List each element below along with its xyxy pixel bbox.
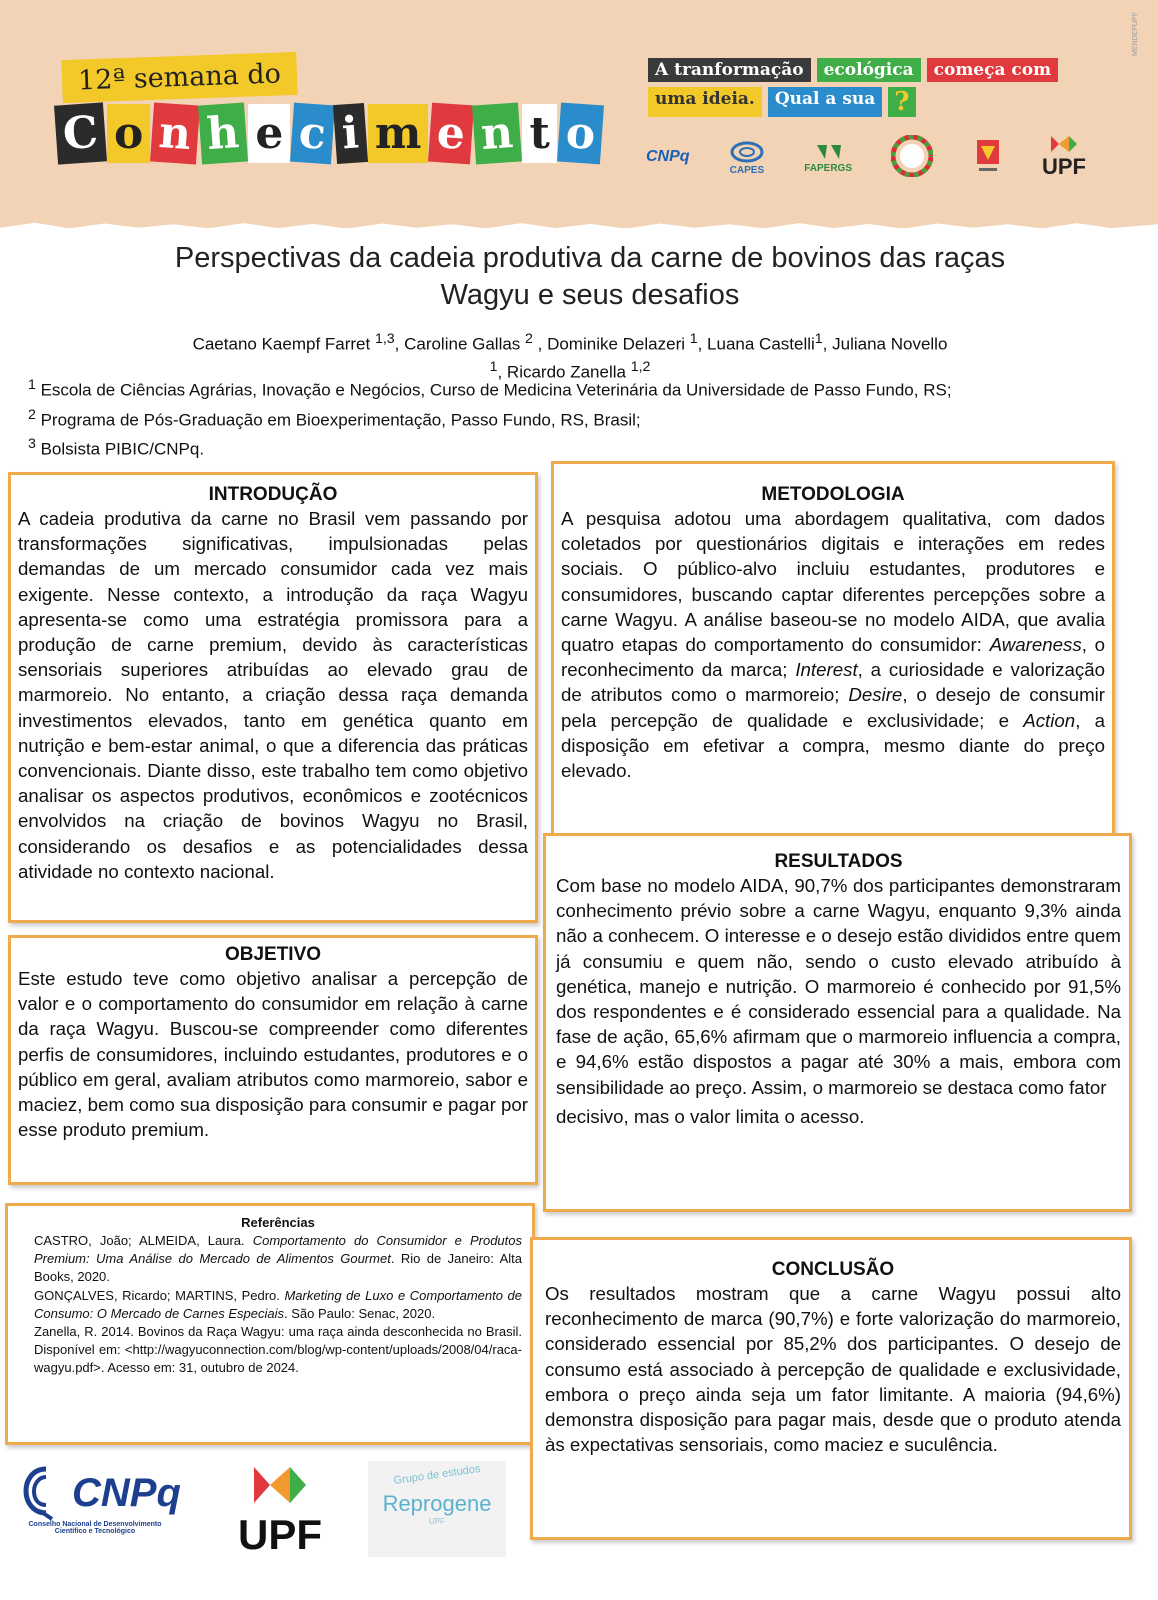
section-heading: METODOLOGIA <box>761 484 905 505</box>
event-logo-letter: i <box>333 103 368 164</box>
event-logo-letter: h <box>198 102 248 164</box>
section-conclusao <box>530 1237 1132 1540</box>
section-introducao <box>8 472 538 923</box>
slogan-part: começa com <box>927 58 1058 82</box>
event-logo-letter: t <box>522 104 556 163</box>
affiliation-item: $^3$ Bolsista PIBIC/CNPq. <box>28 436 205 459</box>
reprogene-logo: Grupo de estudos Reprogene UPF <box>368 1461 506 1557</box>
title-line-2: Wagyu e seus desafios <box>440 279 740 311</box>
section-heading: OBJETIVO <box>224 944 322 965</box>
section-text: A cadeia produtiva da carne no Brasil vem passando por transformações significativas, impulsionadas pelas demandas de um mercado consumidor cada vez mais exigente. Nesse contexto, a introdução da raça Wagyu apresenta-se como uma estratégia promissora para a produção de carne premium, devido às características sensoriais superiores atribuídas ao elevado grau de marmoreio. No entanto, a criação dessa raça demanda investimentos elevados, tanto em genética quanto em nutrição e bem-estar animal, o que a diferencia das práticas convencionais. Diante disso, este trabalho tem como objetivo analisar os aspectos produtivos, econômicos e zootécnicos envolvidos na criação de bovinos Wagyu no Brasil, considerando os desafios e as potencialidades dessa atividade no contexto nacional. <box>18 508 528 882</box>
bottom-logos <box>20 1455 520 1575</box>
upf-symbol-icon <box>250 1463 310 1507</box>
fapergs-icon <box>813 141 843 163</box>
ods-logo <box>891 135 933 180</box>
cnpq-bottom-logo: CNPq Conselho Nacional de Desenvolvimento Científico e Tecnológico <box>20 1465 200 1535</box>
fundacao-icon <box>973 136 1003 176</box>
event-logo-letter: c <box>290 103 335 165</box>
reference-item: Zanella, R. 2014. Bovinos da Raça Wagyu: uma raça ainda desconhecida no Brasil. Disponível em: <http://wagyuconnection.com/blog/wp-content/uploads/2008/04/raca-wagyu.pdf>. Acesso em: 31, outubro de 2024. <box>34 1324 522 1376</box>
reference-item: GONÇALVES, Ricardo; MARTINS, Pedro. Marketing de Luxo e Comportamento de Consumo: O Mercado de Carnes Especiais. São Paulo: Senac, 2020. <box>34 1287 522 1321</box>
fundacao-logo <box>973 136 1003 179</box>
event-logo-letter: C <box>54 102 107 164</box>
section-heading: Referências <box>241 1215 315 1230</box>
event-logo-letter: n <box>472 102 522 164</box>
section-referencias <box>5 1203 535 1445</box>
upf-logo: UPF <box>1042 134 1086 180</box>
event-logo-letter: n <box>150 102 200 164</box>
section-text: Com base no modelo AIDA, 90,7% dos participantes demonstraram conhecimento prévio sobre a carne Wagyu, enquanto 9,3% ainda não a conhecem. O interesse e o desejo estão divididos entre quem já consumiu e quem não, sendo o custo elevado atribuído à genética, manejo e nutrição. O marmoreio é conhecido por 91,5% dos respondentes e é considerado essencial para a qualidade. Na fase de ação, 65,6% afirmam que o marmoreio influencia a compra, e 94,6% estão dispostos a pagar até 30% a mais, embora com sensibilidade ao preço. Assim, o marmoreio se destaca como fator <box>556 875 1121 1098</box>
authors: Caetano Kaempf Farret $^{1,3}$, Caroline Gallas $^2$ , Dominike Delazeri $^1$, Luana Castelli$^1$, Juliana Novello $^1$, Ricardo Zanella $^{1,2}$ <box>192 331 948 382</box>
upf-icon <box>1049 134 1079 154</box>
section-text: Este estudo teve como objetivo analisar a percepção de valor e o comportamento do consumidor em relação à carne da raça Wagyu. Buscou-se compreender como diferentes perfis de consumidores, incluindo estudantes, produtores e o público em geral, avaliam atributos como marmoreio, sabor e maciez, bem como sua disposição para consumir e pagar por esse produto premium. <box>18 968 529 1141</box>
slogan-part: ecológica <box>817 58 921 82</box>
event-logo <box>56 56 597 186</box>
slogan-part: Qual a sua <box>768 87 882 117</box>
section-resultados <box>543 833 1132 1212</box>
slogan-part: A tranformação <box>648 58 811 82</box>
event-logo-word <box>56 104 604 163</box>
section-text: A pesquisa adotou uma abordagem qualitativa, com dados coletados por questionários digitais e interações em redes sociais. O público-alvo incluiu estudantes, produtores e consumidores, buscando captar diferentes percepções sobre a carne Wagyu. A análise baseou-se no modelo AIDA, que avalia quatro etapas do comportamento do consumidor: Awareness, o reconhecimento da marca; Interest, a curiosidade e valorização de atributos como o marmoreio; Desire, o desejo de consumir pela percepção de qualidade e exclusividade; e Action, a disposição em efetivar a compra, mesmo diante do preço elevado. <box>561 508 1106 782</box>
reference-item: CASTRO, João; ALMEIDA, Laura. Comportamento do Consumidor e Produtos Premium: Uma Análise do Mercado de Alimentos Gourmet. Rio de Janeiro: Alta Books, 2020. <box>34 1233 523 1285</box>
affiliations <box>28 373 1028 462</box>
slogan <box>648 58 1088 122</box>
side-mark: MENDEPUPF <box>1132 12 1139 56</box>
title-line-1: Perspectivas da cadeia produtiva da carne de bovinos das raças <box>174 242 1006 274</box>
poster-title <box>80 240 1100 314</box>
section-heading: RESULTADOS <box>774 851 903 872</box>
slogan-part: ? <box>888 87 915 117</box>
slogan-part: uma ideia. <box>648 87 762 117</box>
cnpq-logo: CNPq <box>646 148 690 165</box>
upf-bottom-logo: UPF <box>225 1463 335 1558</box>
ods-wheel-icon <box>891 135 933 177</box>
section-heading: CONCLUSÃO <box>771 1259 895 1280</box>
event-logo-letter: o <box>557 103 604 165</box>
affiliation-item: $^1$ Escola de Ciências Agrárias, Inovação e Negócios, Curso de Medicina Veterinária da Universidade de Passo Fundo, RS; <box>28 377 952 400</box>
section-text-last: decisivo, mas o valor limita o acesso. <box>556 1105 865 1127</box>
event-logo-letter: m <box>368 104 429 163</box>
event-logo-letter: o <box>107 104 150 163</box>
section-metodologia <box>551 461 1115 837</box>
fapergs-logo: FAPERGS <box>804 141 852 174</box>
section-heading: INTRODUÇÃO <box>208 484 338 505</box>
capes-logo: CAPES <box>729 139 765 176</box>
cnpq-symbol-icon <box>20 1465 72 1521</box>
event-logo-letter: e <box>428 103 474 165</box>
section-text: Os resultados mostram que a carne Wagyu possui alto reconhecimento de marca (90,7%) e forte valorização do marmoreio, considerado essencial por 85,2% dos participantes. O desejo de consumo está associado à percepção de qualidade e exclusividade, embora o preço ainda seja um fator limitante. A maioria (94,6%) demonstra disposição para pagar mais, desde que o produto atenda às expectativas sensoriais, como maciez e suculência. <box>545 1283 1121 1456</box>
partner-logos <box>646 132 1086 182</box>
capes-icon <box>729 139 765 165</box>
event-logo-letter: e <box>248 104 290 163</box>
section-objetivo <box>8 935 538 1185</box>
affiliation-item: $^2$ Programa de Pós-Graduação em Bioexperimentação, Passo Fundo, RS, Brasil; <box>28 406 641 430</box>
event-logo-top: 12ª semana do <box>61 52 297 103</box>
